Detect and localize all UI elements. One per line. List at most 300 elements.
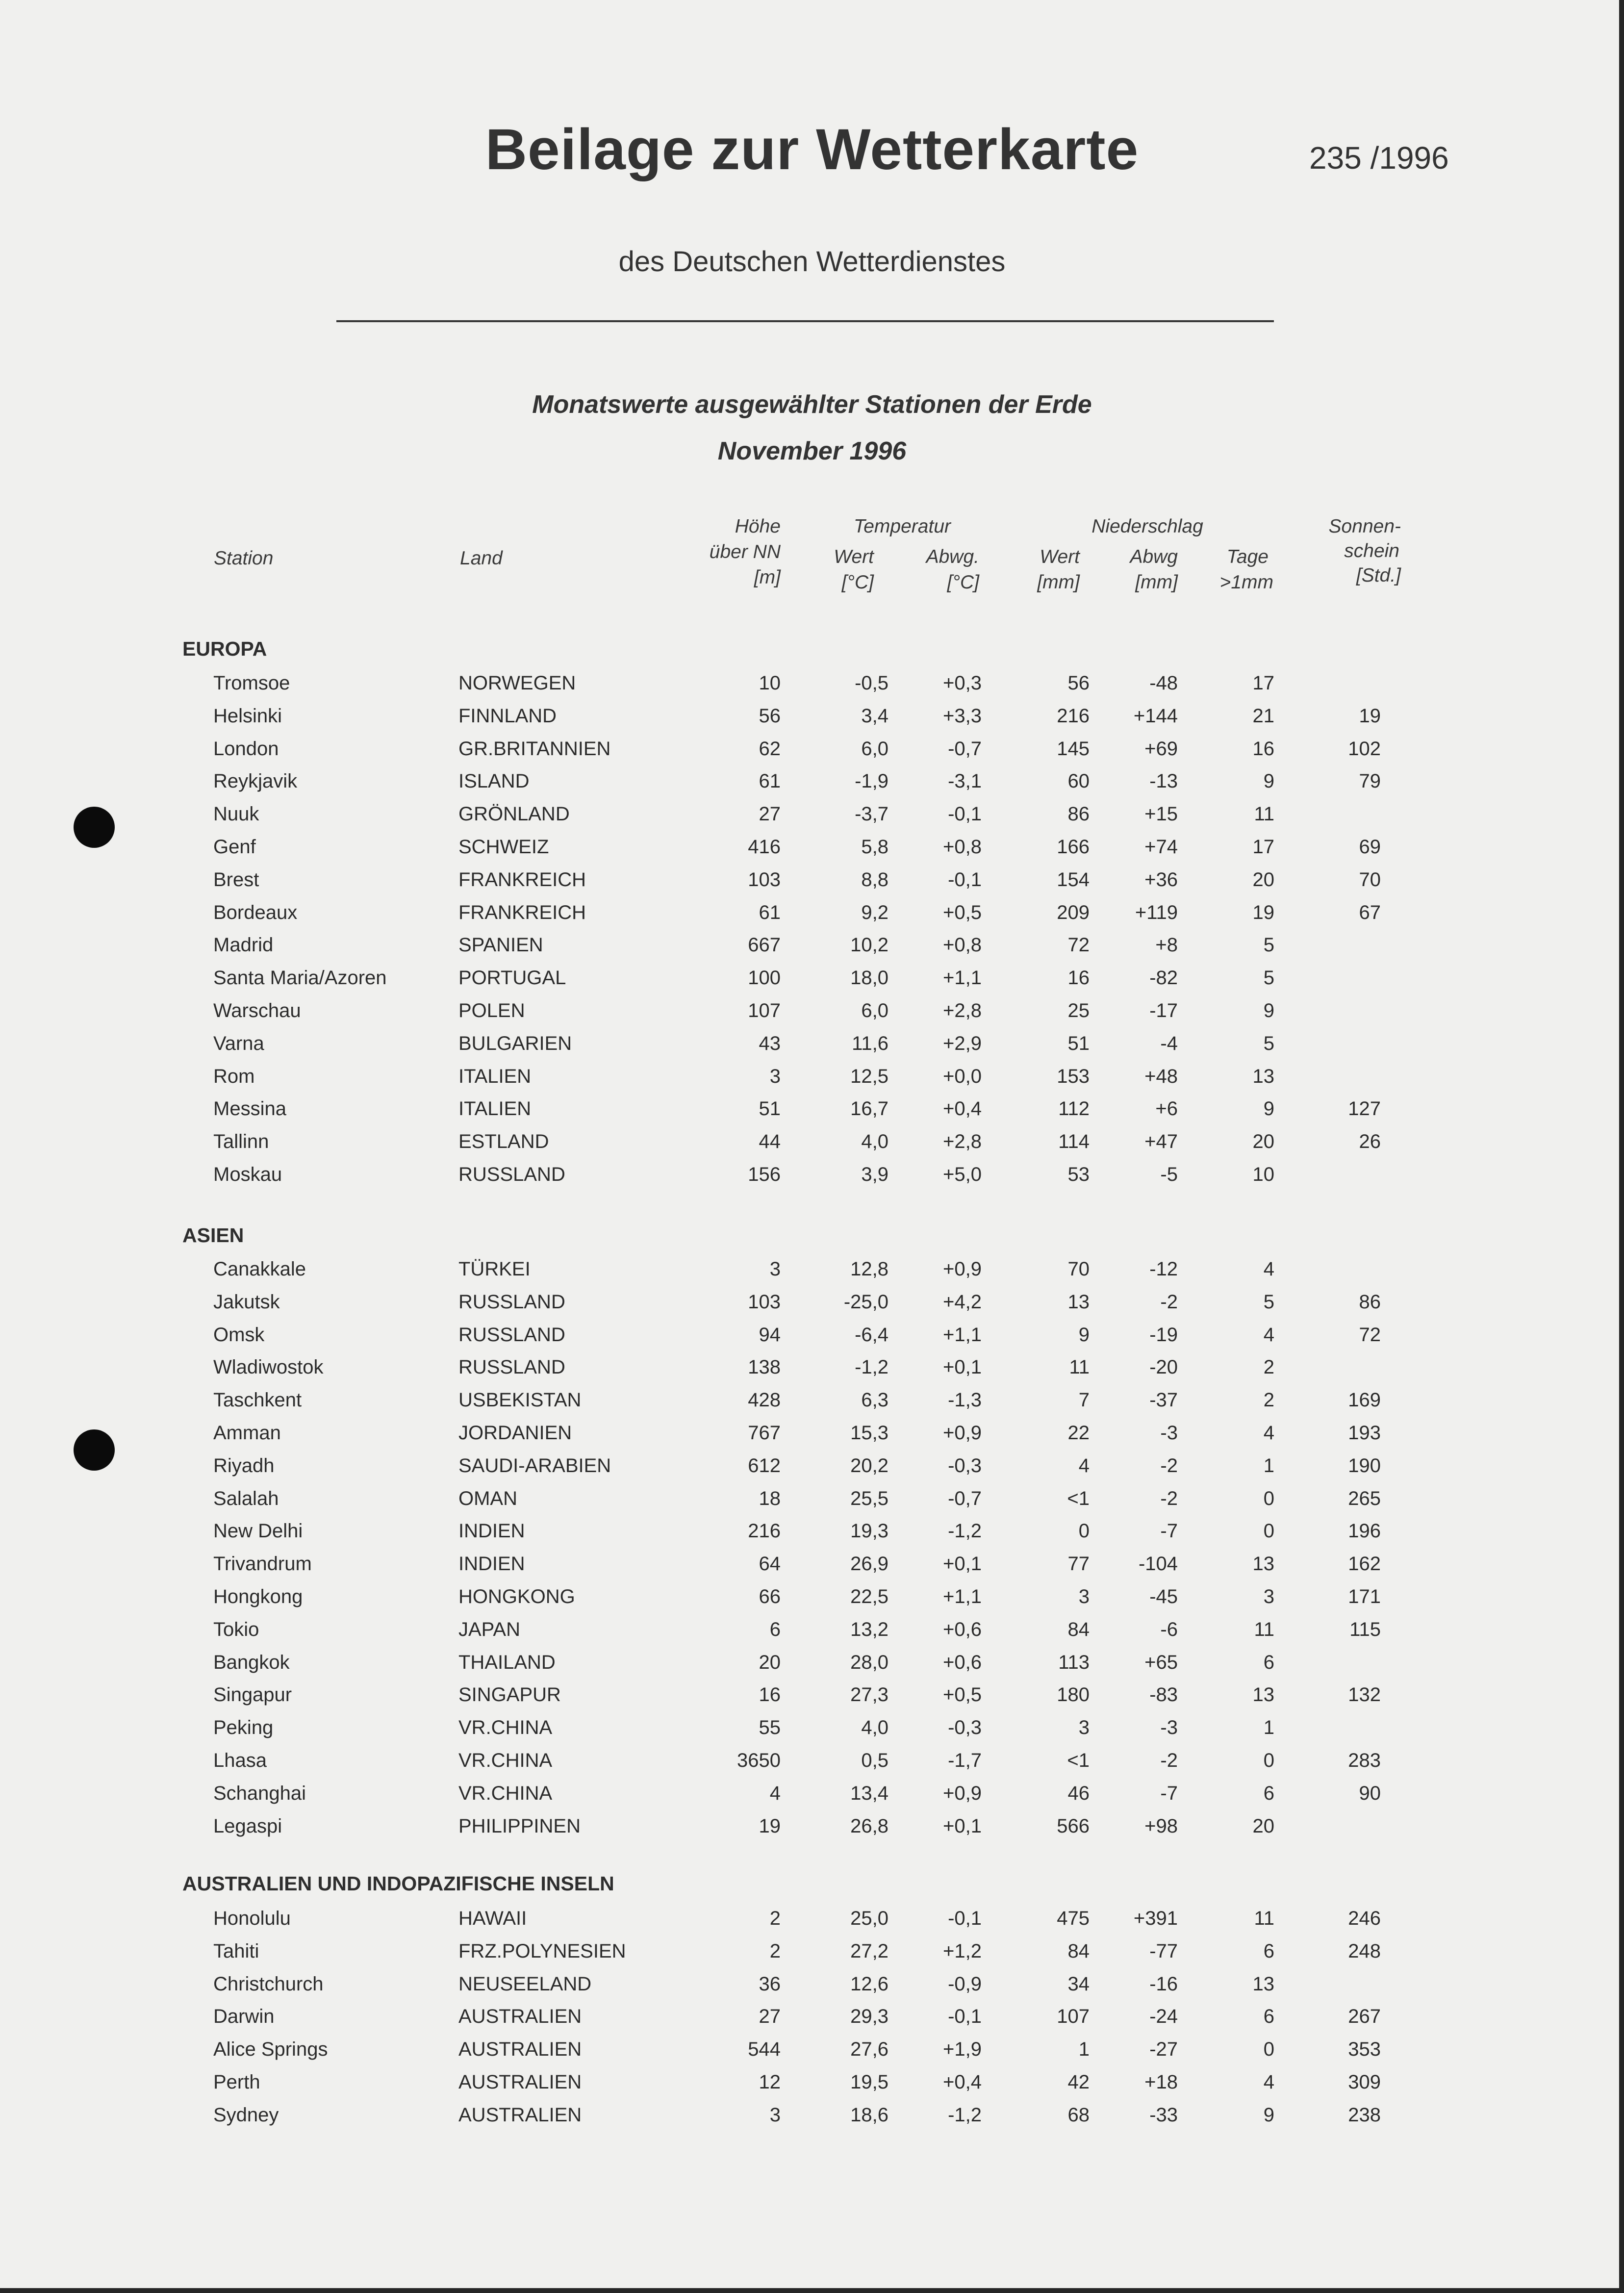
- cell-nabw: -12: [1149, 1258, 1178, 1280]
- cell-station: Omsk: [213, 1324, 265, 1346]
- cell-nabw: -17: [1149, 1000, 1178, 1021]
- cell-hoehe: 20: [759, 1652, 781, 1673]
- cell-twert: 27,2: [850, 1940, 888, 1962]
- cell-land: AUSTRALIEN: [458, 2038, 582, 2060]
- cell-twert: 4,0: [861, 1131, 888, 1152]
- cell-twert: 22,5: [850, 1586, 888, 1607]
- cell-hoehe: 3: [769, 2104, 781, 2126]
- table-row: [0, 1450, 1624, 1482]
- cell-sonne: 190: [1348, 1455, 1381, 1477]
- cell-nabw: -13: [1149, 770, 1178, 792]
- cell-hoehe: 428: [748, 1389, 781, 1411]
- cell-tage: 6: [1263, 1652, 1274, 1673]
- cell-station: Hongkong: [213, 1586, 303, 1607]
- table-row: [0, 1093, 1624, 1125]
- cell-sonne: 102: [1348, 738, 1381, 760]
- cell-tage: 5: [1263, 967, 1274, 989]
- col-sonnenschein-2: schein: [1344, 540, 1399, 561]
- cell-station: Tokio: [213, 1619, 259, 1640]
- cell-station: Wladiwostok: [213, 1356, 324, 1378]
- cell-tabw: -0,7: [948, 1488, 982, 1509]
- cell-hoehe: 44: [759, 1131, 781, 1152]
- cell-sonne: 72: [1359, 1324, 1381, 1346]
- table-row: [0, 798, 1624, 830]
- table-row: [0, 765, 1624, 797]
- cell-nwert: 145: [1057, 738, 1090, 760]
- col-hoehe-1: Höhe: [735, 516, 781, 537]
- table-row: [0, 896, 1624, 929]
- table-row: [0, 1286, 1624, 1318]
- table-row: [0, 1417, 1624, 1449]
- cell-tabw: +0,8: [943, 934, 982, 956]
- cell-nwert: 209: [1057, 902, 1090, 923]
- cell-twert: 12,8: [850, 1258, 888, 1280]
- cell-land: AUSTRALIEN: [458, 2071, 582, 2093]
- col-land: Land: [460, 548, 503, 569]
- cell-hoehe: 2: [769, 1908, 781, 1929]
- cell-twert: 26,9: [850, 1553, 888, 1575]
- cell-tage: 0: [1263, 1520, 1274, 1542]
- cell-hoehe: 51: [759, 1098, 781, 1120]
- cell-hoehe: 103: [748, 869, 781, 891]
- cell-nwert: 216: [1057, 705, 1090, 727]
- cell-hoehe: 767: [748, 1422, 781, 1444]
- cell-station: Messina: [213, 1098, 286, 1120]
- cell-tage: 0: [1263, 1750, 1274, 1771]
- cell-sonne: 246: [1348, 1908, 1381, 1929]
- cell-station: Helsinki: [213, 705, 282, 727]
- cell-station: Rom: [213, 1066, 255, 1087]
- cell-station: Moskau: [213, 1164, 282, 1185]
- cell-station: Darwin: [213, 2006, 275, 2027]
- cell-tabw: -0,1: [948, 1908, 982, 1929]
- cell-tabw: +0,4: [943, 1098, 982, 1120]
- cell-nwert: 25: [1067, 1000, 1090, 1021]
- cell-twert: 28,0: [850, 1652, 888, 1673]
- cell-nwert: 113: [1058, 1652, 1090, 1673]
- cell-station: Brest: [213, 869, 259, 891]
- cell-land: THAILAND: [458, 1652, 556, 1673]
- cell-tabw: +0,9: [943, 1258, 982, 1280]
- cell-tage: 0: [1263, 2038, 1274, 2060]
- table-row: [0, 864, 1624, 896]
- cell-nwert: 475: [1057, 1908, 1090, 1929]
- section-heading: ASIEN: [182, 1224, 244, 1247]
- cell-tabw: +0,0: [943, 1066, 982, 1087]
- table-row: [0, 733, 1624, 765]
- cell-tage: 9: [1263, 1098, 1274, 1120]
- cell-nwert: 53: [1067, 1164, 1090, 1185]
- cell-twert: 5,8: [861, 836, 888, 858]
- cell-nwert: 84: [1067, 1940, 1090, 1962]
- cell-station: Honolulu: [213, 1908, 291, 1929]
- cell-tage: 4: [1263, 1422, 1274, 1444]
- cell-tage: 16: [1252, 738, 1274, 760]
- table-row: [0, 1902, 1624, 1935]
- cell-nwert: 1: [1078, 2038, 1090, 2060]
- cell-tabw: +0,6: [943, 1652, 982, 1673]
- cell-tabw: +1,1: [943, 967, 982, 989]
- cell-nabw: -7: [1160, 1520, 1178, 1542]
- cell-nabw: +391: [1133, 1908, 1178, 1929]
- cell-station: Bangkok: [213, 1652, 290, 1673]
- cell-tabw: -0,1: [948, 869, 982, 891]
- cell-land: AUSTRALIEN: [458, 2006, 582, 2027]
- cell-nwert: 70: [1067, 1258, 1090, 1280]
- cell-nabw: -24: [1149, 2006, 1178, 2027]
- table-row: [0, 1777, 1624, 1809]
- cell-land: SAUDI-ARABIEN: [458, 1455, 611, 1477]
- cell-land: RUSSLAND: [458, 1356, 565, 1378]
- cell-station: New Delhi: [213, 1520, 303, 1542]
- cell-nabw: -6: [1160, 1619, 1178, 1640]
- cell-tage: 4: [1263, 2071, 1274, 2093]
- cell-sonne: 79: [1359, 770, 1381, 792]
- cell-tage: 4: [1263, 1258, 1274, 1280]
- cell-tage: 9: [1263, 2104, 1274, 2126]
- cell-station: Tromsoe: [213, 672, 290, 694]
- cell-tabw: +0,5: [943, 1684, 982, 1706]
- cell-sonne: 171: [1348, 1586, 1381, 1607]
- cell-hoehe: 138: [748, 1356, 781, 1378]
- cell-nwert: 56: [1067, 672, 1090, 694]
- cell-nwert: 77: [1067, 1553, 1090, 1575]
- table-row: [0, 1384, 1624, 1416]
- table-row: [0, 2000, 1624, 2033]
- cell-nwert: 9: [1078, 1324, 1090, 1346]
- cell-tage: 1: [1263, 1717, 1274, 1738]
- cell-nwert: 566: [1057, 1815, 1090, 1837]
- cell-hoehe: 55: [759, 1717, 781, 1738]
- cell-land: SCHWEIZ: [458, 836, 549, 858]
- col-temp-wert-1: Wert: [834, 546, 874, 567]
- cell-twert: 13,2: [850, 1619, 888, 1640]
- table-row: [0, 1482, 1624, 1515]
- cell-land: TÜRKEI: [458, 1258, 531, 1280]
- cell-nabw: +74: [1144, 836, 1178, 858]
- cell-hoehe: 61: [759, 770, 781, 792]
- cell-station: Tahiti: [213, 1940, 259, 1962]
- cell-nwert: 3: [1078, 1717, 1090, 1738]
- cell-tabw: +1,1: [943, 1586, 982, 1607]
- cell-hoehe: 100: [748, 967, 781, 989]
- table-row: [0, 1158, 1624, 1191]
- table-row: [0, 1515, 1624, 1547]
- cell-hoehe: 27: [759, 2006, 781, 2027]
- cell-nwert: <1: [1067, 1488, 1090, 1509]
- table-heading: Monatswerte ausgewählter Stationen der Erde: [532, 390, 1092, 419]
- cell-twert: 11,6: [852, 1033, 888, 1054]
- cell-land: VR.CHINA: [458, 1783, 553, 1804]
- cell-hoehe: 3: [769, 1066, 781, 1087]
- cell-nabw: +98: [1144, 1815, 1178, 1837]
- cell-hoehe: 43: [759, 1033, 781, 1054]
- cell-hoehe: 66: [759, 1586, 781, 1607]
- cell-tage: 9: [1263, 1000, 1274, 1021]
- cell-hoehe: 3650: [737, 1750, 781, 1771]
- cell-station: Varna: [213, 1033, 264, 1054]
- cell-nabw: +6: [1155, 1098, 1178, 1120]
- col-temperatur: Temperatur: [854, 516, 951, 537]
- cell-sonne: 283: [1348, 1750, 1381, 1771]
- cell-station: Tallinn: [213, 1131, 269, 1152]
- cell-twert: 19,5: [850, 2071, 888, 2093]
- page-edge-bottom: [0, 2288, 1624, 2293]
- cell-hoehe: 4: [769, 1783, 781, 1804]
- cell-sonne: 238: [1348, 2104, 1381, 2126]
- cell-station: Perth: [213, 2071, 260, 2093]
- cell-hoehe: 62: [759, 738, 781, 760]
- cell-station: Santa Maria/Azoren: [213, 967, 387, 989]
- cell-twert: 12,6: [850, 1973, 888, 1995]
- cell-nwert: 22: [1067, 1422, 1090, 1444]
- cell-land: ITALIEN: [458, 1098, 532, 1120]
- cell-hoehe: 544: [748, 2038, 781, 2060]
- cell-tage: 13: [1252, 1973, 1274, 1995]
- cell-land: RUSSLAND: [458, 1291, 565, 1313]
- cell-twert: 3,9: [861, 1164, 888, 1185]
- cell-land: FRANKREICH: [458, 869, 586, 891]
- cell-tage: 1: [1263, 1455, 1274, 1477]
- cell-sonne: 169: [1348, 1389, 1381, 1411]
- table-row: [0, 1646, 1624, 1679]
- cell-hoehe: 156: [748, 1164, 781, 1185]
- cell-nwert: <1: [1067, 1750, 1090, 1771]
- cell-hoehe: 36: [759, 1973, 781, 1995]
- cell-tage: 6: [1263, 1940, 1274, 1962]
- cell-land: POLEN: [458, 1000, 525, 1021]
- cell-nwert: 4: [1078, 1455, 1090, 1477]
- table-row: [0, 1580, 1624, 1613]
- cell-nwert: 0: [1078, 1520, 1090, 1542]
- cell-twert: 27,6: [850, 2038, 888, 2060]
- cell-hoehe: 16: [759, 1684, 781, 1706]
- table-row: [0, 1968, 1624, 2000]
- cell-nwert: 68: [1067, 2104, 1090, 2126]
- cell-station: Peking: [213, 1717, 274, 1738]
- cell-twert: 27,3: [850, 1684, 888, 1706]
- cell-tabw: +3,3: [943, 705, 982, 727]
- cell-nabw: +69: [1144, 738, 1178, 760]
- cell-hoehe: 103: [748, 1291, 781, 1313]
- cell-land: INDIEN: [458, 1553, 525, 1575]
- cell-hoehe: 10: [759, 672, 781, 694]
- table-row: [0, 962, 1624, 994]
- cell-nabw: -3: [1160, 1422, 1178, 1444]
- cell-sonne: 86: [1359, 1291, 1381, 1313]
- cell-tage: 13: [1252, 1553, 1274, 1575]
- cell-land: BULGARIEN: [458, 1033, 572, 1054]
- cell-hoehe: 19: [759, 1815, 781, 1837]
- cell-hoehe: 27: [759, 803, 781, 825]
- cell-land: SINGAPUR: [458, 1684, 561, 1706]
- cell-nabw: +144: [1133, 705, 1178, 727]
- cell-nabw: +48: [1144, 1066, 1178, 1087]
- col-hoehe-3: [m]: [754, 567, 781, 588]
- cell-tabw: +0,3: [943, 672, 982, 694]
- cell-land: FRZ.POLYNESIEN: [458, 1940, 626, 1962]
- cell-nwert: 180: [1057, 1684, 1090, 1706]
- cell-tage: 10: [1252, 1164, 1274, 1185]
- cell-nabw: +65: [1144, 1652, 1178, 1673]
- cell-nwert: 60: [1067, 770, 1090, 792]
- cell-tabw: +1,1: [943, 1324, 982, 1346]
- cell-hoehe: 18: [759, 1488, 781, 1509]
- cell-station: Alice Springs: [213, 2038, 328, 2060]
- cell-twert: 9,2: [861, 902, 888, 923]
- cell-nwert: 72: [1067, 934, 1090, 956]
- cell-hoehe: 64: [759, 1553, 781, 1575]
- cell-tabw: -0,3: [948, 1717, 982, 1738]
- col-nied-wert-1: Wert: [1040, 546, 1080, 567]
- cell-hoehe: 94: [759, 1324, 781, 1346]
- cell-land: JAPAN: [458, 1619, 520, 1640]
- cell-twert: 8,8: [861, 869, 888, 891]
- cell-tage: 20: [1252, 869, 1274, 891]
- cell-twert: 4,0: [861, 1717, 888, 1738]
- cell-nabw: +36: [1144, 869, 1178, 891]
- cell-twert: 0,5: [861, 1750, 888, 1771]
- cell-nabw: -2: [1160, 1750, 1178, 1771]
- cell-tabw: -1,2: [948, 1520, 982, 1542]
- cell-nabw: -7: [1160, 1783, 1178, 1804]
- cell-tabw: +2,8: [943, 1000, 982, 1021]
- cell-tage: 9: [1263, 770, 1274, 792]
- cell-sonne: 115: [1349, 1619, 1381, 1640]
- cell-nabw: -16: [1149, 1973, 1178, 1995]
- cell-station: Canakkale: [213, 1258, 306, 1280]
- table-row: [0, 1679, 1624, 1711]
- cell-land: INDIEN: [458, 1520, 525, 1542]
- cell-tage: 13: [1252, 1684, 1274, 1706]
- title-divider: [336, 320, 1274, 322]
- cell-station: Legaspi: [213, 1815, 282, 1837]
- cell-sonne: 69: [1359, 836, 1381, 858]
- cell-tabw: +1,9: [943, 2038, 982, 2060]
- cell-tabw: +5,0: [943, 1164, 982, 1185]
- cell-sonne: 309: [1348, 2071, 1381, 2093]
- cell-nwert: 13: [1067, 1291, 1090, 1313]
- cell-station: Sydney: [213, 2104, 279, 2126]
- cell-land: AUSTRALIEN: [458, 2104, 582, 2126]
- cell-twert: 6,0: [861, 738, 888, 760]
- cell-nabw: -3: [1160, 1717, 1178, 1738]
- table-row: [0, 700, 1624, 732]
- cell-station: Bordeaux: [213, 902, 298, 923]
- cell-twert: 12,5: [850, 1066, 888, 1087]
- cell-tage: 6: [1263, 1783, 1274, 1804]
- cell-station: Christchurch: [213, 1973, 324, 1995]
- table-row: [0, 1810, 1624, 1842]
- cell-land: ESTLAND: [458, 1131, 549, 1152]
- cell-tage: 17: [1252, 836, 1274, 858]
- cell-tage: 11: [1254, 1619, 1274, 1640]
- col-hoehe-2: über NN: [709, 541, 781, 562]
- cell-nwert: 11: [1069, 1356, 1090, 1378]
- cell-twert: 6,0: [861, 1000, 888, 1021]
- cell-land: NORWEGEN: [458, 672, 576, 694]
- col-temp-wert-2: [°C]: [841, 572, 874, 593]
- cell-nabw: -4: [1160, 1033, 1178, 1054]
- cell-nabw: -2: [1160, 1455, 1178, 1477]
- cell-tabw: +0,6: [943, 1619, 982, 1640]
- table-row: [0, 1060, 1624, 1093]
- cell-sonne: 353: [1348, 2038, 1381, 2060]
- table-row: [0, 1935, 1624, 1967]
- cell-tabw: +0,9: [943, 1422, 982, 1444]
- table-row: [0, 1744, 1624, 1777]
- table-row: [0, 2099, 1624, 2131]
- cell-twert: -0,5: [855, 672, 888, 694]
- cell-tabw: -0,3: [948, 1455, 982, 1477]
- cell-station: Nuuk: [213, 803, 259, 825]
- cell-hoehe: 12: [759, 2071, 781, 2093]
- cell-nabw: +8: [1155, 934, 1178, 956]
- cell-nwert: 3: [1078, 1586, 1090, 1607]
- cell-nwert: 154: [1057, 869, 1090, 891]
- cell-tage: 17: [1252, 672, 1274, 694]
- cell-tage: 5: [1263, 934, 1274, 956]
- cell-sonne: 127: [1348, 1098, 1381, 1120]
- cell-nwert: 112: [1058, 1098, 1090, 1120]
- cell-hoehe: 3: [769, 1258, 781, 1280]
- cell-twert: 6,3: [861, 1389, 888, 1411]
- col-nied-abw-1: Abwg: [1130, 546, 1178, 567]
- cell-tabw: +0,5: [943, 902, 982, 923]
- col-temp-abw-2: [°C]: [947, 572, 979, 593]
- cell-land: ITALIEN: [458, 1066, 532, 1087]
- cell-land: PORTUGAL: [458, 967, 566, 989]
- cell-tage: 19: [1252, 902, 1274, 923]
- cell-sonne: 267: [1348, 2006, 1381, 2027]
- cell-land: JORDANIEN: [458, 1422, 572, 1444]
- table-row: [0, 1319, 1624, 1351]
- cell-tage: 0: [1263, 1488, 1274, 1509]
- cell-twert: 26,8: [850, 1815, 888, 1837]
- cell-land: RUSSLAND: [458, 1324, 565, 1346]
- cell-land: FINNLAND: [458, 705, 557, 727]
- cell-nabw: -27: [1149, 2038, 1178, 2060]
- cell-station: Schanghai: [213, 1783, 306, 1804]
- cell-sonne: 26: [1359, 1131, 1381, 1152]
- cell-sonne: 132: [1348, 1684, 1381, 1706]
- cell-sonne: 70: [1359, 869, 1381, 891]
- page-subtitle: des Deutschen Wetterdienstes: [618, 246, 1006, 278]
- section-heading: EUROPA: [182, 637, 267, 660]
- cell-twert: -1,2: [855, 1356, 888, 1378]
- cell-nabw: -48: [1149, 672, 1178, 694]
- cell-sonne: 248: [1348, 1940, 1381, 1962]
- cell-station: London: [213, 738, 279, 760]
- cell-twert: 3,4: [861, 705, 888, 727]
- cell-twert: 25,0: [850, 1908, 888, 1929]
- cell-nwert: 84: [1067, 1619, 1090, 1640]
- cell-nwert: 51: [1067, 1033, 1090, 1054]
- col-sonnenschein-1: Sonnen-: [1328, 516, 1401, 537]
- cell-station: Madrid: [213, 934, 274, 956]
- cell-twert: -25,0: [843, 1291, 888, 1313]
- cell-tage: 20: [1252, 1815, 1274, 1837]
- cell-nabw: -37: [1149, 1389, 1178, 1411]
- cell-land: RUSSLAND: [458, 1164, 565, 1185]
- cell-station: Taschkent: [213, 1389, 302, 1411]
- cell-tabw: +2,8: [943, 1131, 982, 1152]
- cell-nabw: -83: [1149, 1684, 1178, 1706]
- cell-tage: 11: [1254, 803, 1274, 825]
- cell-tage: 4: [1263, 1324, 1274, 1346]
- table-row: [0, 1253, 1624, 1285]
- cell-sonne: 19: [1359, 705, 1381, 727]
